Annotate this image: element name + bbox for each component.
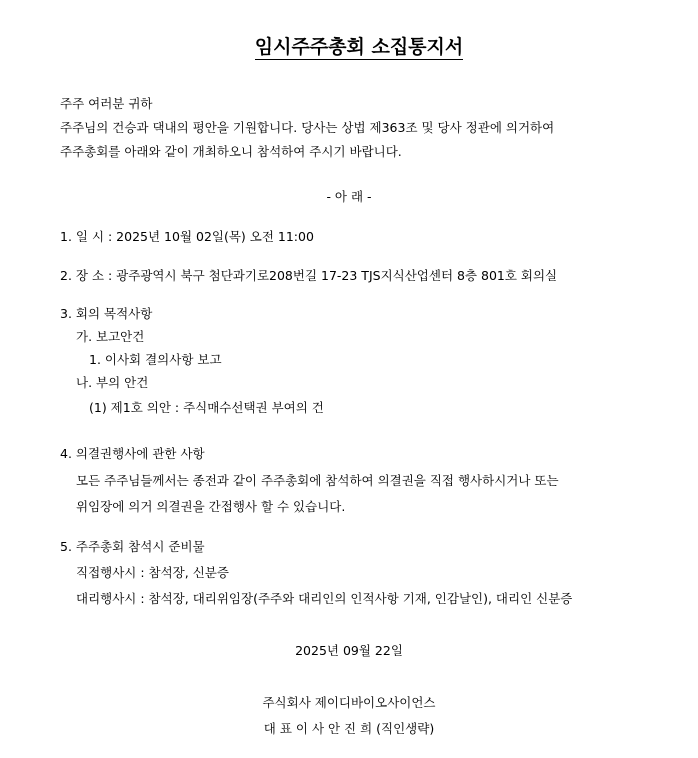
representative: 대 표 이 사 안 진 희 (직인생략) [263, 721, 435, 736]
document-title [0, 34, 698, 60]
intro-line-1: 주주님의 건승과 댁내의 평안을 기원합니다. 당사는 상법 제363조 및 당사 정관에 의거하여 [60, 120, 555, 135]
greeting: 주주 여러분 귀하 [60, 96, 153, 111]
voting-line-2: 위임장에 의거 의결권을 간접행사 할 수 있습니다. [76, 499, 346, 514]
report-heading: 가. 보고안건 [76, 329, 145, 344]
company-name: 주식회사 제이디바이오사이언스 [262, 695, 436, 710]
preparation-proxy: 대리행사시 : 참석장, 대리위임장(주주와 대리인의 인적사항 기재, 인감날인), 대리인 신분증 [76, 591, 573, 606]
item-location: 2. 장 소 : 광주광역시 북구 첨단과기로208번길 17-23 TJS지식산업센터 8층 801호 회의실 [60, 268, 558, 283]
preparation-direct: 직접행사시 : 참석장, 신분증 [76, 565, 229, 580]
item-date-time: 1. 일 시 : 2025년 10월 02일(목) 오전 11:00 [60, 229, 314, 244]
item-voting-heading: 4. 의결권행사에 관한 사항 [60, 446, 205, 461]
notice-heading: - 아 래 - [326, 189, 372, 204]
intro-line-2: 주주총회를 아래와 같이 개최하오니 참석하여 주시기 바랍니다. [60, 144, 402, 159]
item-agenda-heading: 3. 회의 목적사항 [60, 306, 153, 321]
voting-line-1: 모든 주주님들께서는 종전과 같이 주주총회에 참석하여 의결권을 직접 행사하시거나 또는 [76, 473, 559, 488]
item-preparation-heading: 5. 주주총회 참석시 준비물 [60, 539, 205, 554]
document-title-text: 임시주주총회 소집통지서 [254, 36, 464, 58]
report-item: 1. 이사회 결의사항 보고 [89, 352, 222, 367]
notice-date: 2025년 09월 22일 [295, 643, 403, 658]
agenda-item: (1) 제1호 의안 : 주식매수선택권 부여의 건 [89, 400, 324, 415]
agenda-heading: 나. 부의 안건 [76, 375, 149, 390]
